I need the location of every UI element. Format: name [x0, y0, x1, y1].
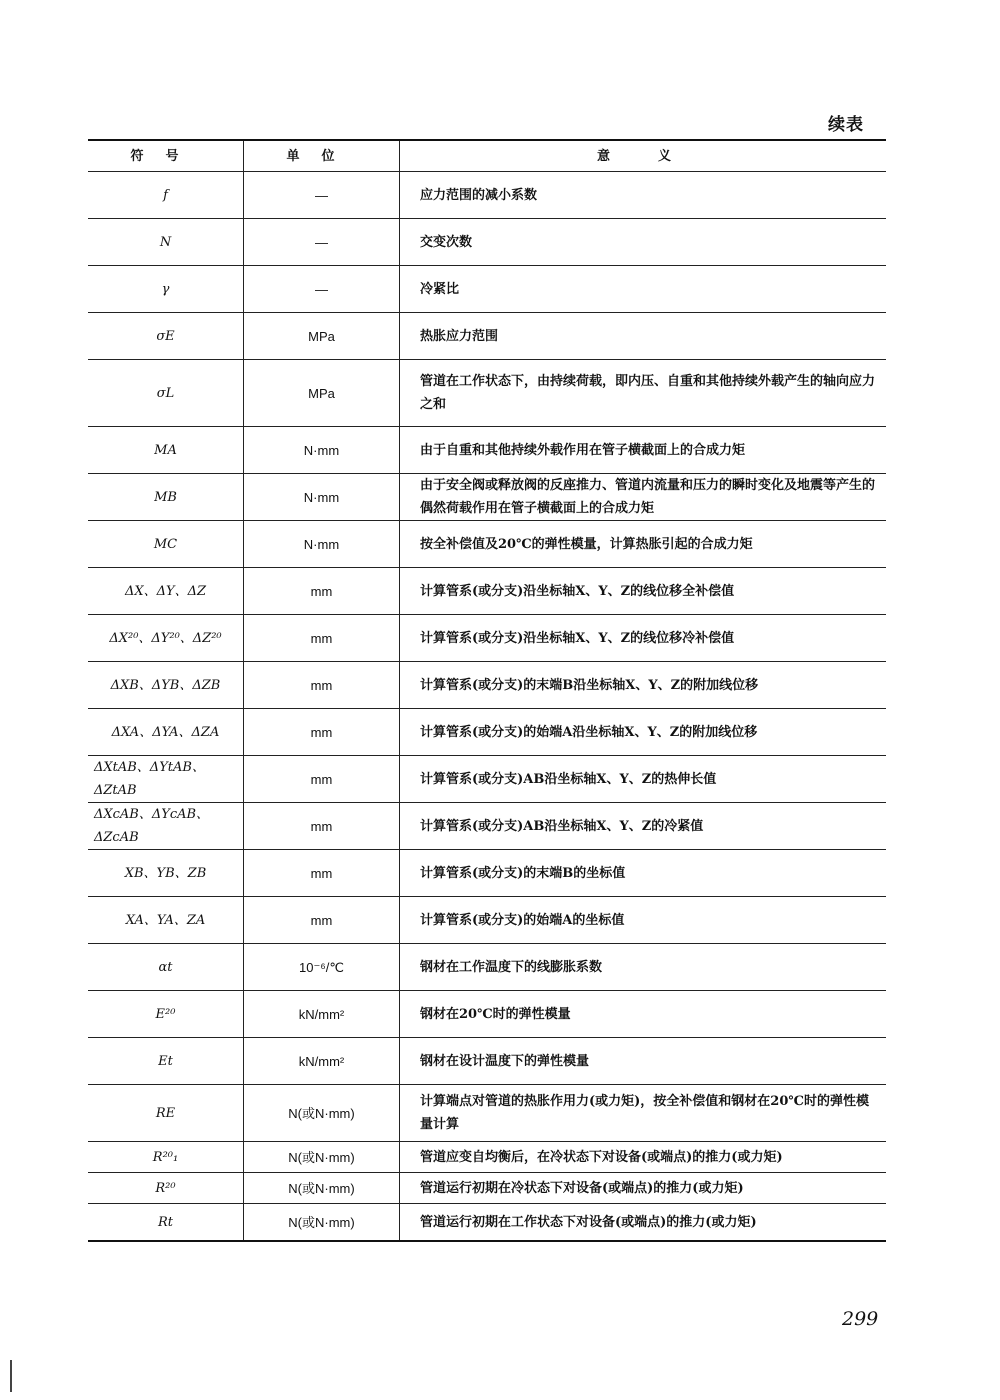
row-symbol: MC	[88, 521, 244, 567]
row-meaning: 钢材在设计温度下的弹性模量	[420, 1053, 590, 1069]
table-row	[88, 1204, 886, 1240]
row-meaning: 计算管系(或分支)的末端B沿坐标轴X、Y、Z的附加线位移	[420, 677, 759, 693]
row-symbol: γ	[88, 266, 244, 312]
table-row	[88, 850, 886, 897]
table-row	[88, 313, 886, 360]
row-unit: kN/mm²	[244, 1038, 400, 1084]
table-row	[88, 756, 886, 803]
row-symbol: f	[88, 172, 244, 218]
table-row	[88, 1142, 886, 1173]
page-number: 299	[842, 1308, 879, 1330]
scan-edge-mark	[10, 1360, 12, 1392]
row-unit: N·mm	[244, 521, 400, 567]
row-symbol: RE	[88, 1085, 244, 1141]
row-unit: 10⁻⁶/℃	[244, 944, 400, 990]
row-symbol: N	[88, 219, 244, 265]
row-meaning: 由于自重和其他持续外载作用在管子横截面上的合成力矩	[420, 442, 746, 458]
header-symbol: 符号	[88, 141, 244, 171]
row-symbol: σL	[88, 360, 244, 426]
row-symbol: ΔXcAB、ΔYcAB、ΔZcAB	[88, 803, 244, 849]
table-row	[88, 662, 886, 709]
row-symbol: Et	[88, 1038, 244, 1084]
row-meaning: 计算管系(或分支)沿坐标轴X、Y、Z的线位移全补偿值	[420, 583, 735, 599]
table-row	[88, 897, 886, 944]
row-unit: N(或N·mm)	[244, 1085, 400, 1141]
row-meaning: 交变次数	[420, 234, 473, 250]
row-unit: mm	[244, 662, 400, 708]
continued-label: 续表	[828, 115, 864, 135]
row-symbol: MA	[88, 427, 244, 473]
header-unit: 单位	[244, 141, 400, 171]
symbol-table	[88, 139, 886, 1242]
table-row	[88, 803, 886, 850]
table-body	[88, 172, 886, 1240]
table-row	[88, 1173, 886, 1204]
table-row	[88, 219, 886, 266]
table-row	[88, 172, 886, 219]
header-meaning: 意义	[596, 148, 719, 164]
table-row	[88, 1085, 886, 1142]
row-symbol: σE	[88, 313, 244, 359]
row-symbol: ΔXA、ΔYA、ΔZA	[88, 709, 244, 755]
row-unit: mm	[244, 756, 400, 802]
table-row	[88, 427, 886, 474]
row-unit: —	[244, 172, 400, 218]
row-unit: mm	[244, 615, 400, 661]
table-header-row	[88, 141, 886, 172]
row-unit: mm	[244, 803, 400, 849]
row-symbol: E²⁰	[88, 991, 244, 1037]
table-row	[88, 1038, 886, 1085]
row-unit: MPa	[244, 360, 400, 426]
row-unit: N·mm	[244, 427, 400, 473]
row-symbol: MB	[88, 474, 244, 520]
table-row	[88, 991, 886, 1038]
row-meaning: 冷紧比	[420, 281, 460, 297]
row-meaning: 按全补偿值及20℃的弹性模量，计算热胀引起的合成力矩	[420, 536, 753, 552]
row-unit: mm	[244, 568, 400, 614]
row-meaning: 计算管系(或分支)AB沿坐标轴X、Y、Z的热伸长值	[420, 771, 717, 787]
row-symbol: XB、YB、ZB	[88, 850, 244, 896]
table-row	[88, 474, 886, 521]
row-meaning: 钢材在工作温度下的线膨胀系数	[420, 959, 603, 975]
row-symbol: Rt	[88, 1204, 244, 1240]
row-unit: MPa	[244, 313, 400, 359]
row-symbol: XA、YA、ZA	[88, 897, 244, 943]
row-symbol: αt	[88, 944, 244, 990]
row-unit: —	[244, 219, 400, 265]
table-row	[88, 360, 886, 427]
row-meaning: 管道应变自均衡后，在冷状态下对设备(或端点)的推力(或力矩)	[420, 1149, 783, 1165]
row-unit: N(或N·mm)	[244, 1142, 400, 1172]
row-meaning: 计算端点对管道的热胀作用力(或力矩)，按全补偿值和钢材在20℃时的弹性模量计算	[420, 1094, 869, 1132]
row-meaning: 计算管系(或分支)AB沿坐标轴X、Y、Z的冷紧值	[420, 818, 704, 834]
row-meaning: 由于安全阀或释放阀的反座推力、管道内流量和压力的瞬时变化及地震等产生的偶然荷载作用在管子横截面上的合成力矩	[420, 478, 876, 516]
row-symbol: ΔX²⁰、ΔY²⁰、ΔZ²⁰	[88, 615, 244, 661]
row-meaning: 热胀应力范围	[420, 328, 499, 344]
table-row	[88, 521, 886, 568]
row-unit: N(或N·mm)	[244, 1204, 400, 1240]
row-meaning: 应力范围的减小系数	[420, 187, 538, 203]
table-row	[88, 568, 886, 615]
row-unit: kN/mm²	[244, 991, 400, 1037]
row-symbol: ΔXtAB、ΔYtAB、ΔZtAB	[88, 756, 244, 802]
row-meaning: 管道在工作状态下，由持续荷载，即内压、自重和其他持续外载产生的轴向应力之和	[420, 374, 876, 412]
row-meaning: 计算管系(或分支)沿坐标轴X、Y、Z的线位移冷补偿值	[420, 630, 735, 646]
row-symbol: R²⁰₁	[88, 1142, 244, 1172]
row-meaning: 钢材在20℃时的弹性模量	[420, 1006, 571, 1022]
row-meaning: 计算管系(或分支)的始端A的坐标值	[420, 912, 625, 928]
row-symbol: ΔXB、ΔYB、ΔZB	[88, 662, 244, 708]
table-row	[88, 266, 886, 313]
row-unit: —	[244, 266, 400, 312]
table-row	[88, 709, 886, 756]
row-symbol: R²⁰	[88, 1173, 244, 1203]
row-unit: mm	[244, 897, 400, 943]
row-meaning: 计算管系(或分支)的末端B的坐标值	[420, 865, 626, 881]
row-unit: N(或N·mm)	[244, 1173, 400, 1203]
row-meaning: 管道运行初期在工作状态下对设备(或端点)的推力(或力矩)	[420, 1214, 757, 1230]
table-row	[88, 944, 886, 991]
table-row	[88, 615, 886, 662]
row-symbol: ΔX、ΔY、ΔZ	[88, 568, 244, 614]
row-meaning: 计算管系(或分支)的始端A沿坐标轴X、Y、Z的附加线位移	[420, 724, 758, 740]
row-meaning: 管道运行初期在冷状态下对设备(或端点)的推力(或力矩)	[420, 1180, 744, 1196]
row-unit: mm	[244, 850, 400, 896]
row-unit: mm	[244, 709, 400, 755]
row-unit: N·mm	[244, 474, 400, 520]
